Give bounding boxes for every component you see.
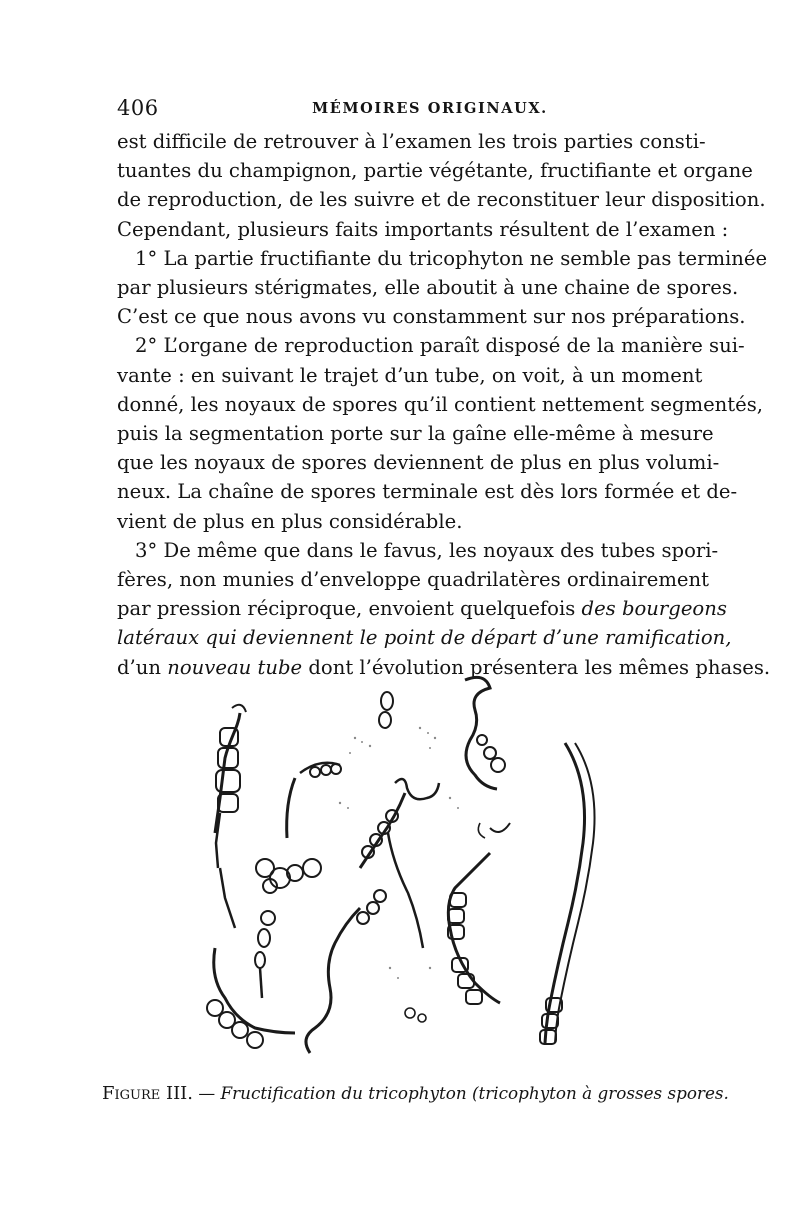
text-line: neux. La chaîne de spores terminale est dès lors formée et de- <box>117 480 738 504</box>
figure-caption <box>102 1083 729 1104</box>
text-line: 1° La partie fructifiante du tricophyton ne semble pas terminée <box>135 246 768 270</box>
caption-label: Figure III. <box>102 1083 194 1104</box>
intro-paragraph <box>117 127 766 244</box>
text-line: 2° L’organe de reproduction paraît disposé de la manière sui- <box>135 334 745 358</box>
caption-title: Fructification du tricophyton (tricophyton à grosses spores. <box>220 1083 729 1103</box>
fungus-drawing <box>180 668 620 1073</box>
branched-chain-right <box>448 823 510 1004</box>
text-line: fères, non munies d’enveloppe quadrilatères ordinairement <box>117 568 710 592</box>
italic-text: latéraux qui deviennent le point de départ d’une ramification, <box>117 626 732 650</box>
point-1-paragraph <box>117 244 768 332</box>
text-line: est difficile de retrouver à l’examen les trois parties consti- <box>117 130 706 153</box>
text-line: 3° De même que dans le favus, les noyaux des tubes spori- <box>135 538 719 562</box>
text-segment: dont l’évolution présentera les mêmes phases. <box>308 655 771 679</box>
text-line: donné, les noyaux de spores qu’il contient nettement segmentés, <box>117 392 764 416</box>
running-title: MÉMOIRES ORIGINAUX. <box>312 100 548 117</box>
text-line <box>117 623 732 652</box>
spore-cluster <box>220 859 321 928</box>
text-line: de reproduction, de les suivre et de reconstituer leur disposition. <box>117 188 766 212</box>
wavy-filament <box>306 833 423 1053</box>
text-line: tuantes du champignon, partie végétante, fructifiante et organe <box>117 159 753 183</box>
body-text <box>117 127 771 682</box>
page-number: 406 <box>117 96 159 120</box>
text-line: Cependant, plusieurs faits importants résultent de l’examen : <box>117 217 729 241</box>
spore-pair <box>379 692 393 728</box>
text-line: puis la segmentation porte sur la gaîne elle-même à mesure <box>117 422 714 446</box>
text-line <box>117 594 727 623</box>
long-filament-right <box>540 743 595 1044</box>
italic-text: nouveau tube <box>167 655 303 679</box>
curved-tube <box>287 763 341 838</box>
point-3-paragraph <box>117 536 771 682</box>
text-line: vante : en suivant le trajet d’un tube, on voit, à un moment <box>117 363 703 387</box>
figure-illustration <box>180 668 620 1073</box>
stipple <box>339 727 459 979</box>
curved-filament <box>465 677 505 789</box>
italic-text: des bourgeons <box>581 597 727 621</box>
text-line: que les noyaux de spores deviennent de plus en plus volumi- <box>117 451 720 475</box>
text-line: C’est ce que nous avons vu constamment sur nos préparations. <box>117 305 746 329</box>
text-line: par plusieurs stérigmates, elle aboutit à une chaine de spores. <box>117 276 739 300</box>
text-segment: par pression réciproque, envoient quelquefois <box>117 597 576 621</box>
spore-chain-left <box>215 705 246 868</box>
text-segment: d’un <box>117 655 162 679</box>
caption-dash: — <box>193 1083 221 1103</box>
text-line: vient de plus en plus considérable. <box>117 509 463 533</box>
branched-filament-center <box>360 779 439 868</box>
point-2-paragraph <box>117 331 764 535</box>
spore-chain-bottom-left <box>207 911 295 1048</box>
